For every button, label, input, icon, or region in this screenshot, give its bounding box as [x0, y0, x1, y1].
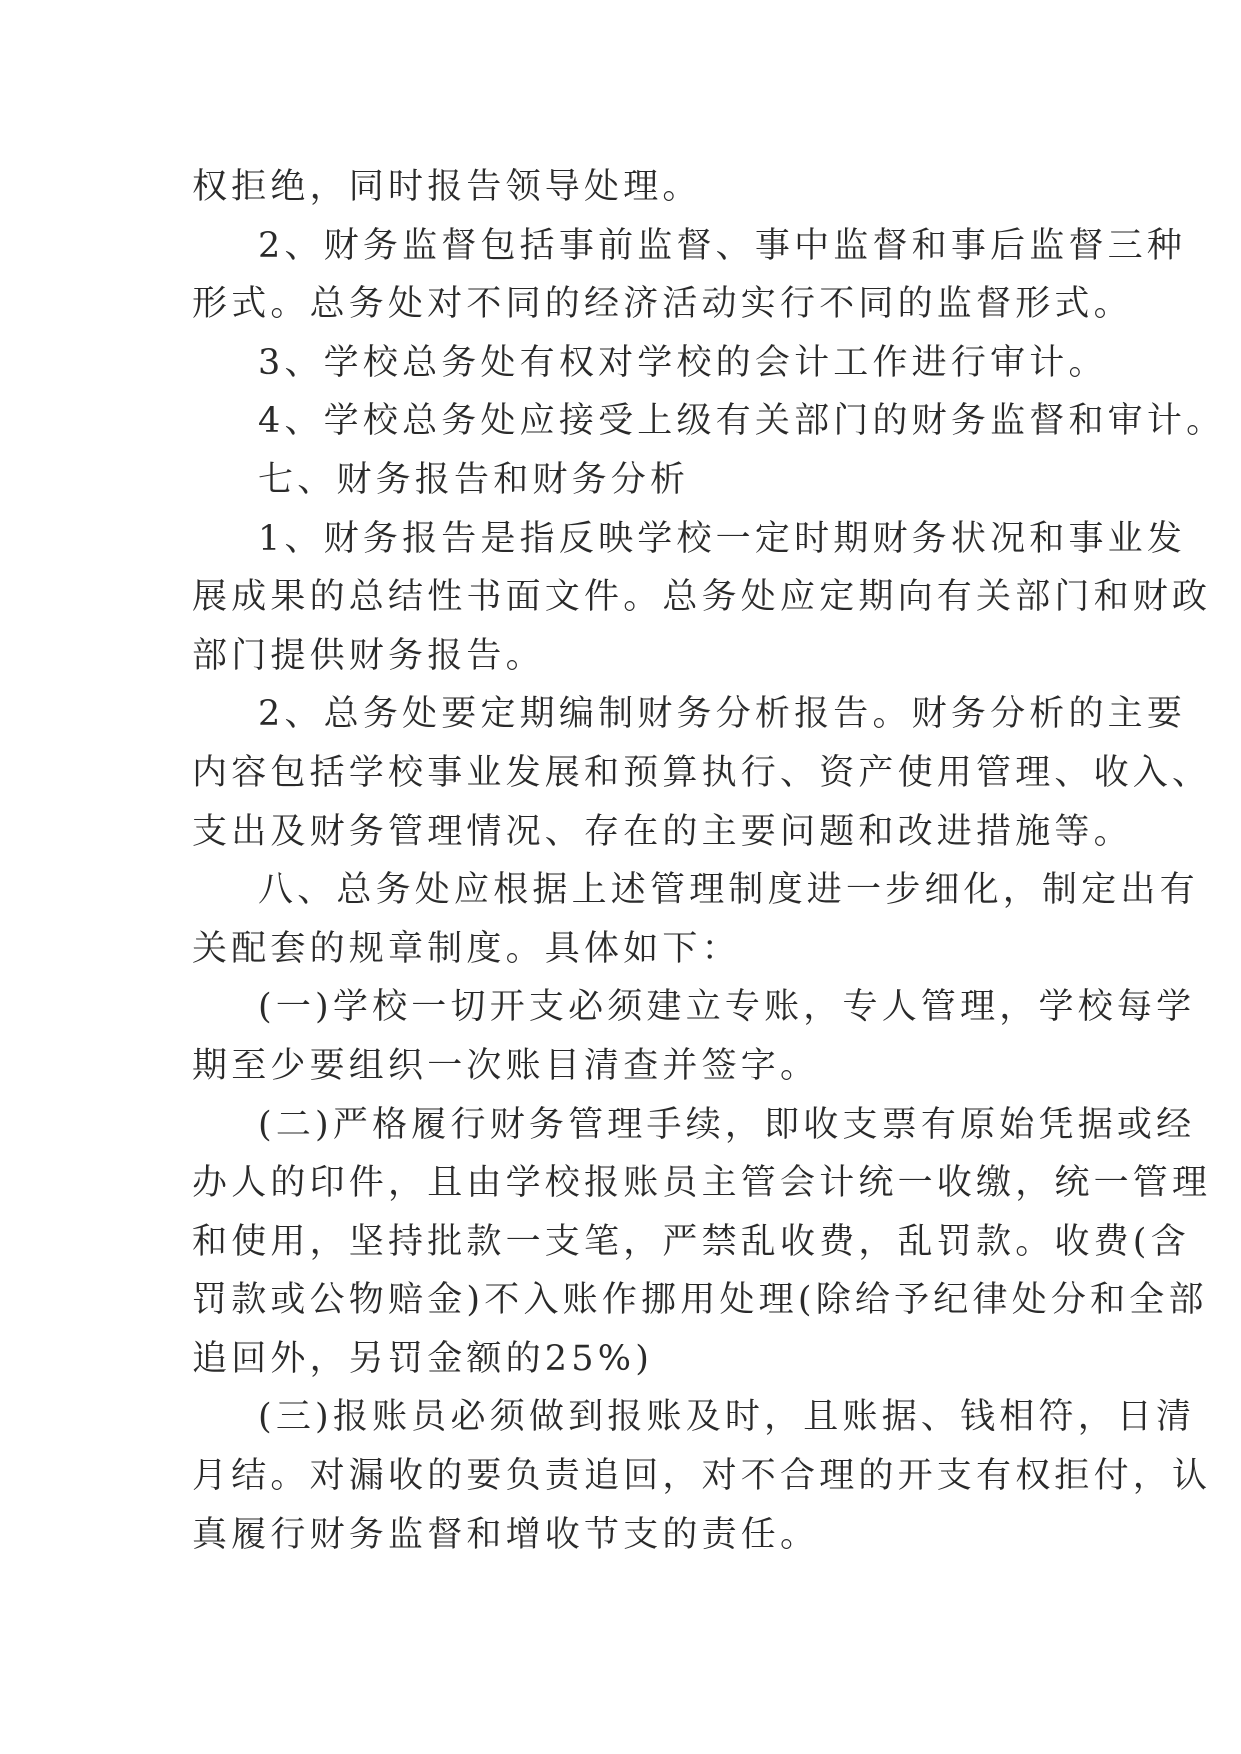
section-heading: 八、总务处应根据上述管理制度进一步细化，制定出有: [258, 870, 1199, 911]
text-line: 内容包括学校事业发展和预算执行、资产使用管理、收入、: [192, 752, 1212, 793]
text-line: 2、总务处要定期编制财务分析报告。财务分析的主要: [258, 694, 1187, 735]
text-line: 2、财务监督包括事前监督、事中监督和事后监督三种: [258, 225, 1187, 266]
text-line: 3、学校总务处有权对学校的会计工作进行审计。: [258, 342, 1108, 383]
text-line: (三)报账员必须做到报账及时，且账据、钱相符，日清: [258, 1397, 1196, 1438]
text-line: 1、财务报告是指反映学校一定时期财务状况和事业发: [258, 518, 1187, 559]
text-line: (二)严格履行财务管理手续，即收支票有原始凭据或经: [258, 1104, 1196, 1145]
text-line: 月结。对漏收的要负责追回，对不合理的开支有权拒付，认: [192, 1456, 1212, 1497]
text-line: 期至少要组织一次账目清查并签字。: [192, 1045, 820, 1086]
section-heading: 七、财务报告和财务分析: [258, 459, 690, 500]
text-line: 形式。总务处对不同的经济活动实行不同的监督形式。: [192, 284, 1133, 325]
text-line: (一)学校一切开支必须建立专账，专人管理，学校每学: [258, 987, 1196, 1028]
text-line: 和使用，坚持批款一支笔，严禁乱收费，乱罚款。收费(含: [192, 1221, 1190, 1262]
text-line: 支出及财务管理情况、存在的主要问题和改进措施等。: [192, 811, 1133, 852]
text-line: 罚款或公物赔金)不入账作挪用处理(除给予纪律处分和全部: [192, 1280, 1208, 1321]
text-line: 追回外，另罚金额的25%): [192, 1338, 654, 1379]
text-line: 部门提供财务报告。: [192, 635, 545, 676]
text-line: 办人的印件，且由学校报账员主管会计统一收缴，统一管理: [192, 1163, 1212, 1204]
text-line: 权拒绝，同时报告领导处理。: [192, 167, 702, 207]
text-line: 关配套的规章制度。具体如下：: [192, 928, 741, 969]
document-body: [192, 158, 1226, 1564]
text-line: 展成果的总结性书面文件。总务处应定期向有关部门和财政: [192, 577, 1212, 618]
text-line: 真履行财务监督和增收节支的责任。: [192, 1514, 820, 1555]
text-line: 4、学校总务处应接受上级有关部门的财务监督和审计。: [258, 401, 1226, 442]
